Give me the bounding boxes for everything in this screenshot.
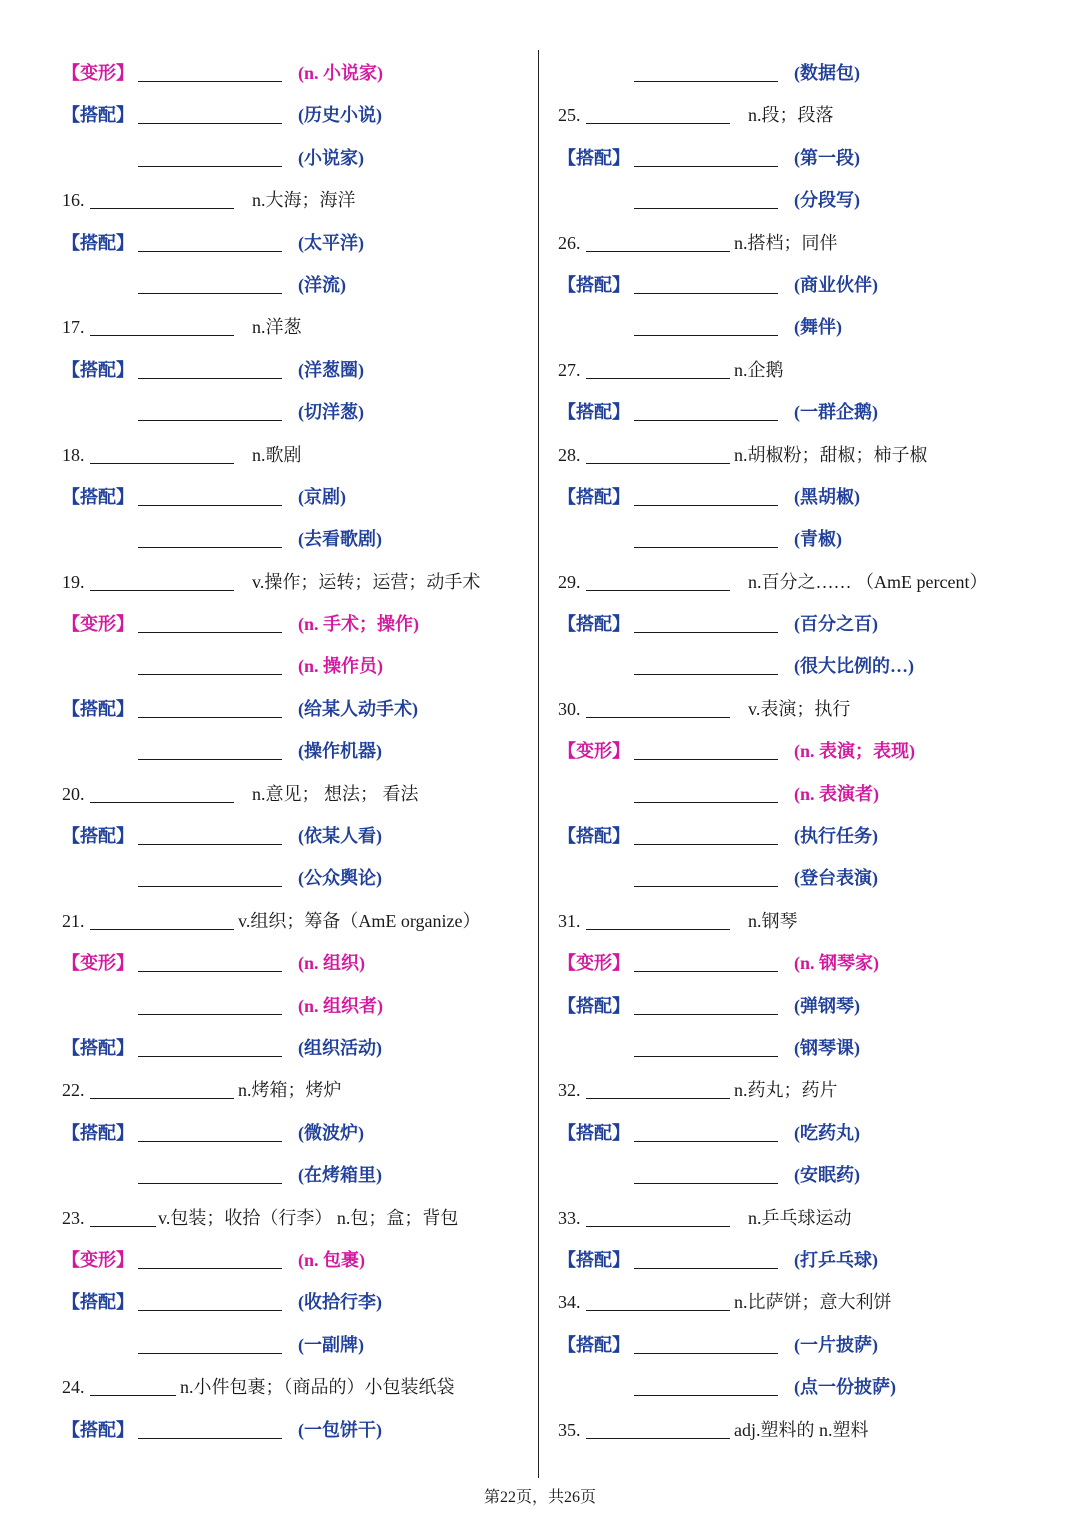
- collocation-row: [62, 1409, 532, 1451]
- collocation-row: [62, 518, 532, 560]
- vocab-row: [62, 773, 532, 815]
- hint-text: (洋流): [298, 274, 346, 295]
- hint-text: (第一段): [794, 147, 860, 168]
- answer-blank[interactable]: [634, 971, 778, 972]
- hint-text: (很大比例的…): [794, 656, 914, 677]
- hint-text: (百分之百): [794, 614, 878, 635]
- answer-blank[interactable]: [138, 378, 282, 379]
- hint-text: (n. 表演；表现): [794, 741, 915, 762]
- collocation-tag: 【搭配】: [558, 614, 630, 635]
- answer-blank[interactable]: [634, 208, 778, 209]
- collocation-row: [558, 1027, 1058, 1069]
- answer-blank[interactable]: [90, 463, 234, 464]
- vocab-row: [62, 900, 532, 942]
- hint-text: (收拾行李): [298, 1292, 382, 1313]
- item-number: 16.: [62, 190, 85, 211]
- hint-text: (一片披萨): [794, 1334, 878, 1355]
- vocab-row: [558, 561, 1058, 603]
- collocation-tag: 【搭配】: [558, 995, 630, 1016]
- meaning-text: n.段；段落: [748, 105, 834, 126]
- item-number: 19.: [62, 571, 85, 592]
- hint-text: (钢琴课): [794, 1037, 860, 1058]
- collocation-row: [558, 518, 1058, 560]
- collocation-row: [62, 264, 532, 306]
- meaning-text: v.包装；收拾（行李） n.包；盒；背包: [158, 1207, 459, 1228]
- collocation-row: [558, 857, 1058, 899]
- vocab-row: [62, 561, 532, 603]
- hint-text: (n. 组织): [298, 953, 365, 974]
- answer-blank[interactable]: [138, 886, 282, 887]
- collocation-row: [558, 985, 1058, 1027]
- meaning-text: n.意见； 想法； 看法: [252, 783, 419, 804]
- hint-text: (太平洋): [298, 232, 364, 253]
- hint-text: (黑胡椒): [794, 486, 860, 507]
- collocation-row: [558, 391, 1058, 433]
- meaning-text: n.百分之…… （AmE percent）: [748, 571, 988, 592]
- collocation-row: [62, 349, 532, 391]
- meaning-text: n.洋葱: [252, 317, 302, 338]
- hint-text: (依某人看): [298, 826, 382, 847]
- collocation-row: [558, 645, 1058, 687]
- hint-text: (微波炉): [298, 1122, 364, 1143]
- answer-blank[interactable]: [586, 123, 730, 124]
- collocation-row: [558, 815, 1058, 857]
- collocation-row: [62, 1239, 532, 1281]
- answer-blank[interactable]: [138, 1056, 282, 1057]
- collocation-row: [558, 942, 1058, 984]
- hint-text: (n. 组织者): [298, 995, 383, 1016]
- vocab-row: [558, 1281, 1058, 1323]
- variant-tag: 【变形】: [558, 741, 630, 762]
- collocation-tag: 【搭配】: [62, 359, 134, 380]
- collocation-tag: 【搭配】: [62, 1037, 134, 1058]
- hint-text: (公众舆论): [298, 868, 382, 889]
- vocab-row: [558, 688, 1058, 730]
- answer-blank[interactable]: [586, 251, 730, 252]
- meaning-text: v.表演；执行: [748, 698, 851, 719]
- collocation-row: [558, 1154, 1058, 1196]
- hint-text: (n. 手术；操作): [298, 614, 419, 635]
- answer-blank[interactable]: [634, 1014, 778, 1015]
- answer-blank[interactable]: [90, 802, 234, 803]
- hint-text: (数据包): [794, 63, 860, 83]
- answer-blank[interactable]: [138, 81, 282, 82]
- answer-blank[interactable]: [138, 717, 282, 718]
- hint-text: (n. 表演者): [794, 783, 879, 804]
- item-number: 32.: [558, 1080, 581, 1101]
- vocab-row: [62, 1366, 532, 1408]
- hint-text: (给某人动手术): [298, 698, 418, 719]
- variant-tag: 【变形】: [62, 1249, 134, 1270]
- answer-blank[interactable]: [90, 929, 234, 930]
- hint-text: (青椒): [794, 529, 842, 550]
- variant-tag: 【变形】: [62, 614, 134, 635]
- collocation-row: [62, 645, 532, 687]
- hint-text: (舞伴): [794, 317, 842, 338]
- vocab-row: [558, 900, 1058, 942]
- answer-blank[interactable]: [90, 1395, 176, 1396]
- column-divider: [538, 50, 539, 1478]
- answer-blank[interactable]: [138, 1310, 282, 1311]
- item-number: 22.: [62, 1080, 85, 1101]
- item-number: 20.: [62, 783, 85, 804]
- collocation-row: [558, 179, 1058, 221]
- collocation-row: [62, 688, 532, 730]
- vocab-row: [62, 179, 532, 221]
- meaning-text: n.胡椒粉；甜椒；柿子椒: [734, 444, 928, 465]
- answer-blank[interactable]: [138, 547, 282, 548]
- meaning-text: n.企鹅: [734, 359, 784, 380]
- answer-blank[interactable]: [634, 759, 778, 760]
- collocation-row: [62, 137, 532, 179]
- hint-text: (历史小说): [298, 105, 382, 126]
- hint-text: (京剧): [298, 486, 346, 507]
- hint-text: (执行任务): [794, 826, 878, 847]
- item-number: 24.: [62, 1377, 85, 1398]
- collocation-row: [62, 1281, 532, 1323]
- answer-blank[interactable]: [138, 123, 282, 124]
- hint-text: (一群企鹅): [794, 402, 878, 423]
- answer-blank[interactable]: [634, 505, 778, 506]
- collocation-row: [558, 137, 1058, 179]
- collocation-row: [558, 603, 1058, 645]
- vocab-row: [62, 1197, 532, 1239]
- answer-blank[interactable]: [138, 632, 282, 633]
- hint-text: (一副牌): [298, 1334, 364, 1355]
- hint-text: (n. 小说家): [298, 63, 383, 83]
- item-number: 27.: [558, 359, 581, 380]
- collocation-tag: 【搭配】: [558, 486, 630, 507]
- item-number: 34.: [558, 1292, 581, 1313]
- collocation-row: [558, 1239, 1058, 1281]
- collocation-row: [62, 1324, 532, 1366]
- answer-blank[interactable]: [138, 166, 282, 167]
- collocation-tag: 【搭配】: [62, 1419, 134, 1440]
- item-number: 18.: [62, 444, 85, 465]
- collocation-row: [558, 1324, 1058, 1366]
- meaning-text: n.比萨饼；意大利饼: [734, 1292, 892, 1313]
- collocation-tag: 【搭配】: [558, 826, 630, 847]
- collocation-tag: 【搭配】: [558, 1249, 630, 1270]
- hint-text: (分段写): [794, 190, 860, 211]
- item-number: 35.: [558, 1419, 581, 1440]
- hint-text: (商业伙伴): [794, 274, 878, 295]
- variant-tag: 【变形】: [62, 63, 134, 83]
- answer-blank[interactable]: [138, 251, 282, 252]
- hint-text: (小说家): [298, 147, 364, 168]
- answer-blank[interactable]: [634, 802, 778, 803]
- answer-blank[interactable]: [138, 844, 282, 845]
- answer-blank[interactable]: [90, 1098, 234, 1099]
- item-number: 33.: [558, 1207, 581, 1228]
- collocation-row: [62, 1112, 532, 1154]
- collocation-row: [62, 730, 532, 772]
- answer-blank[interactable]: [138, 1438, 282, 1439]
- item-number: 31.: [558, 910, 581, 931]
- collocation-row: [558, 264, 1058, 306]
- collocation-tag: 【搭配】: [62, 826, 134, 847]
- collocation-row: [62, 94, 532, 136]
- variant-tag: 【变形】: [558, 953, 630, 974]
- collocation-tag: 【搭配】: [62, 1292, 134, 1313]
- answer-blank[interactable]: [90, 335, 234, 336]
- hint-text: (点一份披萨): [794, 1377, 896, 1398]
- hint-text: (洋葱圈): [298, 359, 364, 380]
- answer-blank[interactable]: [138, 1353, 282, 1354]
- meaning-text: n.大海；海洋: [252, 190, 356, 211]
- hint-text: (一包饼干): [298, 1419, 382, 1440]
- collocation-row: [558, 476, 1058, 518]
- answer-blank[interactable]: [634, 166, 778, 167]
- right-column: [558, 52, 1058, 1451]
- meaning-text: n.小件包裹；（商品的）小包装纸袋: [180, 1377, 455, 1398]
- item-number: 26.: [558, 232, 581, 253]
- answer-blank[interactable]: [138, 971, 282, 972]
- meaning-text: n.乒乓球运动: [748, 1207, 852, 1228]
- answer-blank[interactable]: [586, 590, 730, 591]
- answer-blank[interactable]: [634, 1268, 778, 1269]
- answer-blank[interactable]: [90, 1226, 156, 1227]
- collocation-row: [62, 603, 532, 645]
- answer-blank[interactable]: [634, 335, 778, 336]
- collocation-tag: 【搭配】: [558, 147, 630, 168]
- item-number: 17.: [62, 317, 85, 338]
- vocab-row: [558, 1409, 1058, 1451]
- answer-blank[interactable]: [138, 1141, 282, 1142]
- vocab-row: [62, 1069, 532, 1111]
- item-number: 21.: [62, 910, 85, 931]
- collocation-row: [558, 306, 1058, 348]
- answer-blank[interactable]: [634, 674, 778, 675]
- answer-blank[interactable]: [586, 717, 730, 718]
- hint-text: (去看歌剧): [298, 529, 382, 550]
- item-number: 28.: [558, 444, 581, 465]
- collocation-row: [62, 1154, 532, 1196]
- hint-text: (n. 包裹): [298, 1249, 365, 1270]
- hint-text: (n. 操作员): [298, 656, 383, 677]
- page-footer: 第22页，共26页: [483, 1489, 596, 1506]
- answer-blank[interactable]: [586, 1098, 730, 1099]
- collocation-row: [558, 52, 1058, 94]
- answer-blank[interactable]: [586, 929, 730, 930]
- answer-blank[interactable]: [634, 1056, 778, 1057]
- item-number: 29.: [558, 571, 581, 592]
- answer-blank[interactable]: [634, 547, 778, 548]
- left-column: [62, 52, 532, 1451]
- meaning-text: n.搭档；同伴: [734, 232, 838, 253]
- vocab-row: [558, 1197, 1058, 1239]
- collocation-row: [62, 52, 532, 94]
- hint-text: (组织活动): [298, 1037, 382, 1058]
- meaning-text: n.药丸；药片: [734, 1080, 838, 1101]
- meaning-text: n.烤箱；烤炉: [238, 1080, 342, 1101]
- hint-text: (在烤箱里): [298, 1165, 382, 1186]
- collocation-row: [62, 985, 532, 1027]
- answer-blank[interactable]: [586, 1226, 730, 1227]
- hint-text: (安眠药): [794, 1165, 860, 1186]
- answer-blank[interactable]: [634, 420, 778, 421]
- collocation-row: [558, 1366, 1058, 1408]
- answer-blank[interactable]: [634, 886, 778, 887]
- collocation-tag: 【搭配】: [62, 105, 134, 126]
- collocation-row: [62, 391, 532, 433]
- meaning-text: adj.塑料的 n.塑料: [734, 1419, 869, 1440]
- answer-blank[interactable]: [138, 1014, 282, 1015]
- collocation-row: [558, 773, 1058, 815]
- hint-text: (登台表演): [794, 868, 878, 889]
- collocation-tag: 【搭配】: [558, 402, 630, 423]
- collocation-tag: 【搭配】: [62, 1122, 134, 1143]
- item-number: 30.: [558, 698, 581, 719]
- answer-blank[interactable]: [634, 1141, 778, 1142]
- hint-text: (打乒乓球): [794, 1249, 878, 1270]
- hint-text: (n. 钢琴家): [794, 953, 879, 974]
- collocation-row: [62, 942, 532, 984]
- collocation-tag: 【搭配】: [558, 274, 630, 295]
- collocation-tag: 【搭配】: [558, 1334, 630, 1355]
- collocation-tag: 【搭配】: [62, 486, 134, 507]
- answer-blank[interactable]: [586, 1310, 730, 1311]
- variant-tag: 【变形】: [62, 953, 134, 974]
- answer-blank[interactable]: [138, 1268, 282, 1269]
- hint-text: (弹钢琴): [794, 995, 860, 1016]
- item-number: 23.: [62, 1207, 85, 1228]
- meaning-text: v.操作；运转；运营；动手术: [252, 571, 481, 592]
- vocab-row: [62, 434, 532, 476]
- vocab-row: [558, 222, 1058, 264]
- collocation-row: [62, 815, 532, 857]
- answer-blank[interactable]: [634, 1183, 778, 1184]
- answer-blank[interactable]: [634, 293, 778, 294]
- collocation-row: [558, 730, 1058, 772]
- item-number: 25.: [558, 105, 581, 126]
- answer-blank[interactable]: [634, 1395, 778, 1396]
- collocation-row: [62, 476, 532, 518]
- hint-text: (吃药丸): [794, 1122, 860, 1143]
- collocation-tag: 【搭配】: [62, 232, 134, 253]
- meaning-text: n.钢琴: [748, 910, 798, 931]
- answer-blank[interactable]: [138, 293, 282, 294]
- collocation-tag: 【搭配】: [62, 698, 134, 719]
- answer-blank[interactable]: [634, 1353, 778, 1354]
- answer-blank[interactable]: [138, 759, 282, 760]
- answer-blank[interactable]: [634, 81, 778, 82]
- vocab-row: [558, 349, 1058, 391]
- answer-blank[interactable]: [586, 378, 730, 379]
- answer-blank[interactable]: [138, 505, 282, 506]
- answer-blank[interactable]: [138, 674, 282, 675]
- answer-blank[interactable]: [138, 420, 282, 421]
- hint-text: (操作机器): [298, 741, 382, 762]
- hint-text: (切洋葱): [298, 402, 364, 423]
- vocab-row: [62, 306, 532, 348]
- vocab-row: [558, 434, 1058, 476]
- answer-blank[interactable]: [634, 632, 778, 633]
- answer-blank[interactable]: [90, 590, 234, 591]
- answer-blank[interactable]: [90, 208, 234, 209]
- collocation-row: [558, 1112, 1058, 1154]
- collocation-row: [62, 857, 532, 899]
- answer-blank[interactable]: [138, 1183, 282, 1184]
- answer-blank[interactable]: [586, 463, 730, 464]
- meaning-text: n.歌剧: [252, 444, 302, 465]
- collocation-row: [62, 1027, 532, 1069]
- vocab-row: [558, 1069, 1058, 1111]
- meaning-text: v.组织；筹备（AmE organize）: [238, 910, 481, 931]
- answer-blank[interactable]: [586, 1438, 730, 1439]
- collocation-row: [62, 222, 532, 264]
- answer-blank[interactable]: [634, 844, 778, 845]
- vocab-row: [558, 94, 1058, 136]
- collocation-tag: 【搭配】: [558, 1122, 630, 1143]
